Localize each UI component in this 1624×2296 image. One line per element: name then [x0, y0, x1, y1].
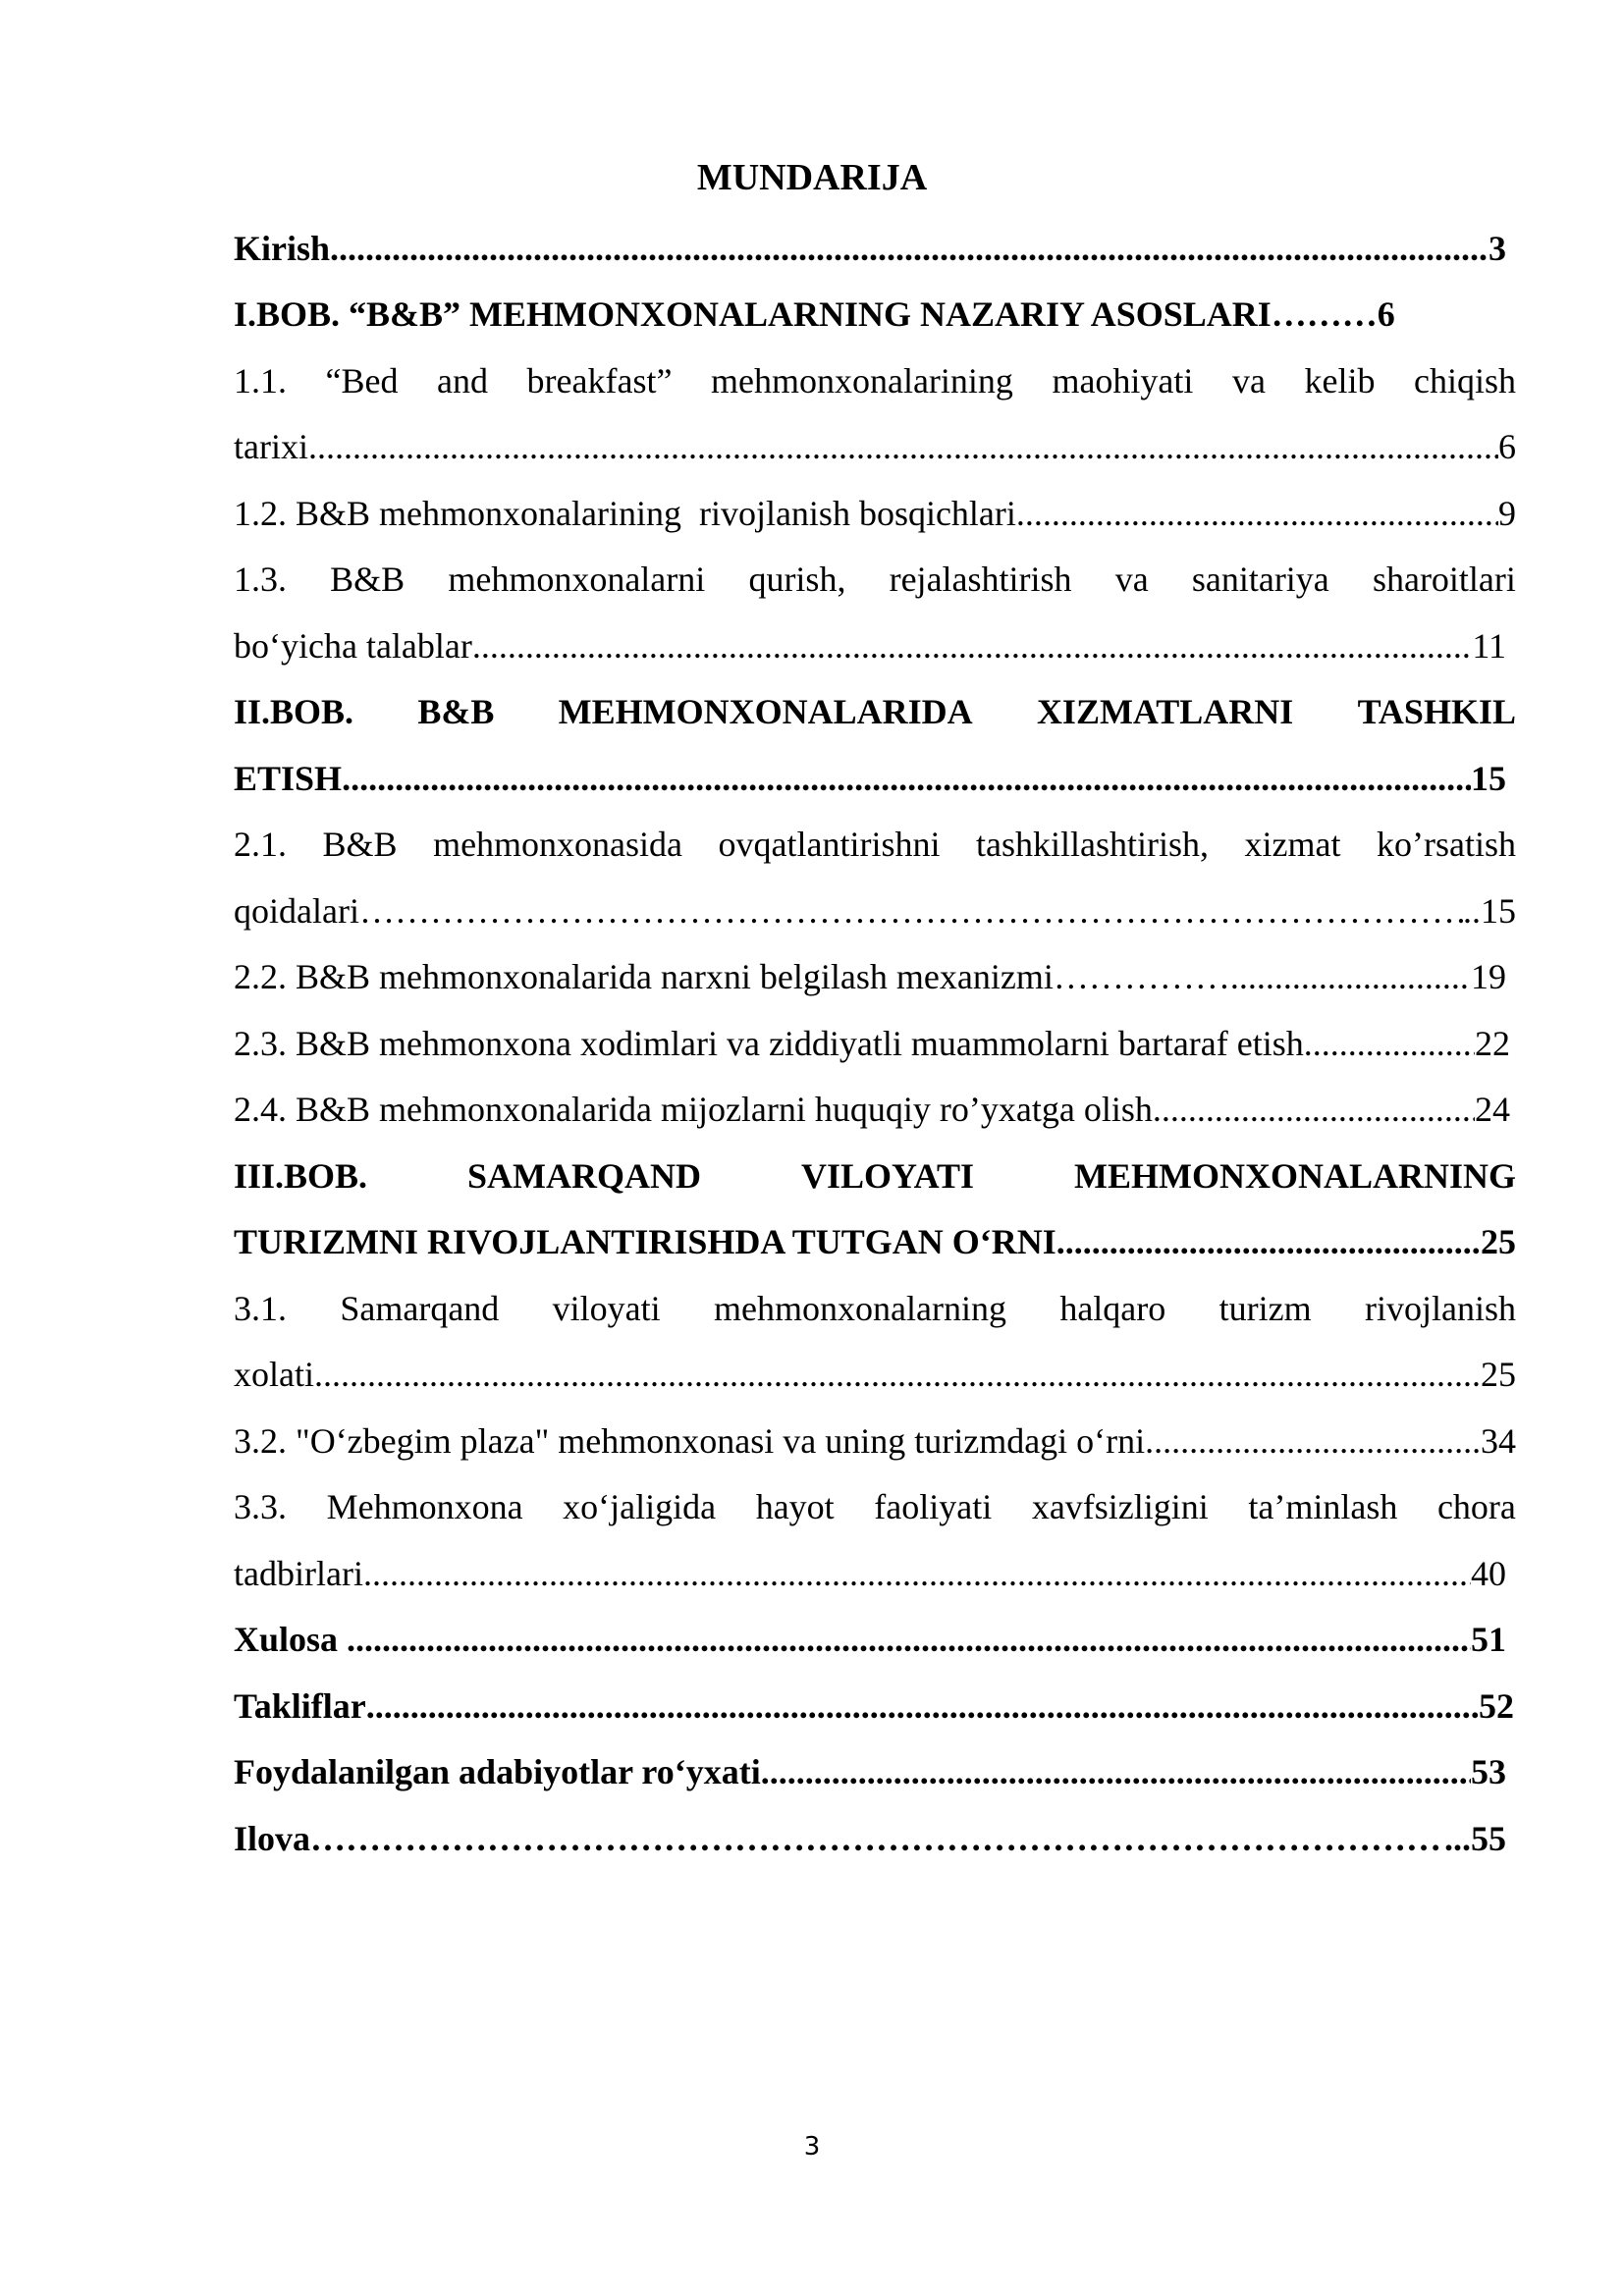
toc-word: turizm: [1218, 1288, 1312, 1328]
toc-word: chiqish: [1413, 360, 1516, 400]
toc-entry-text: tarixi: [234, 427, 308, 467]
dot-leader: [1056, 1221, 1481, 1262]
toc-word: viloyati: [552, 1288, 661, 1328]
toc-entry-text: 2.3. B&B mehmonxona xodimlari va ziddiyatli muammolarni bartaraf etish: [234, 1023, 1304, 1063]
toc-word: xavfsizligini: [1031, 1487, 1209, 1527]
toc-page-number: 24: [1475, 1090, 1510, 1130]
toc-word: hayot: [755, 1487, 835, 1527]
toc-word: 1.1.: [234, 360, 287, 400]
toc-entry-bob2: [234, 679, 1516, 746]
toc-word: xo‘jaligida: [563, 1487, 717, 1527]
dot-leader: [1145, 1420, 1481, 1462]
toc-word: sanitariya: [1191, 560, 1329, 600]
toc-word: ovqatlantirishni: [718, 825, 941, 865]
toc-entry-text: bo‘yicha talablar: [234, 625, 472, 666]
dot-leader: [1230, 956, 1471, 997]
dot-leader: [310, 1818, 1444, 1859]
toc-entry-2-1-cont: [234, 878, 1516, 944]
toc-entry-xulosa: [234, 1607, 1506, 1674]
toc-word: sharoitlari: [1372, 560, 1516, 600]
toc-entry-2-1: [234, 812, 1516, 879]
toc-entry-3-1-cont: [234, 1342, 1516, 1409]
toc-word: SAMARQAND: [467, 1155, 702, 1196]
dot-leader: [308, 426, 1498, 467]
dot-leader: [314, 1354, 1481, 1395]
toc-page-number: 15: [1471, 758, 1506, 798]
toc-entry-bob1: [234, 282, 1516, 348]
toc-word: ko’rsatish: [1377, 825, 1516, 865]
page-number: 3: [803, 2132, 821, 2162]
toc-word: ta’minlash: [1248, 1487, 1398, 1527]
page-title: MUNDARIJA: [696, 157, 928, 198]
toc-entry-text: ETISH: [234, 758, 343, 798]
toc-entry-text: qoidalari: [234, 890, 359, 931]
toc-page-number: 53: [1471, 1752, 1506, 1792]
dot-leader: [1304, 1023, 1475, 1064]
toc-word: mehmonxonalarning: [714, 1288, 1006, 1328]
toc-word: 1.3.: [234, 560, 287, 600]
toc-page-number: 19: [1471, 957, 1506, 997]
toc-word: MEHMONXONALARNING: [1073, 1155, 1516, 1196]
toc-word: Samarqand: [340, 1288, 500, 1328]
toc-entry-text: xolati: [234, 1355, 314, 1395]
toc-page-number: 22: [1475, 1023, 1510, 1063]
toc-word: va: [1114, 560, 1149, 600]
dot-leader: [472, 625, 1472, 667]
toc-entry-text: 2.2. B&B mehmonxonalarida narxni belgilash mexanizmi……………: [234, 957, 1230, 997]
toc-entry-text: 1.2. B&B mehmonxonalarining rivojlanish bosqichlari: [234, 493, 1016, 533]
toc-word: chora: [1436, 1487, 1516, 1527]
toc-word: rejalashtirish: [889, 560, 1072, 600]
toc-word: B&B: [330, 560, 406, 600]
toc-entry-text: Kirish: [234, 228, 331, 268]
toc-entry-text: Ilova: [234, 1818, 311, 1858]
toc-word: mehmonxonasida: [433, 825, 683, 865]
toc-word: and: [437, 360, 489, 400]
toc-entry-text: 2.4. B&B mehmonxonalarida mijozlarni huquqiy ro’yxatga olish: [234, 1090, 1153, 1130]
toc-word: 2.1.: [234, 825, 287, 865]
toc-page-number: ..15: [1463, 890, 1516, 931]
toc-entry-ilova: [234, 1805, 1506, 1872]
toc-page-number: 52: [1479, 1685, 1514, 1726]
toc-word: va: [1231, 360, 1266, 400]
toc-entry-3-2: [234, 1408, 1516, 1474]
toc-page-number: 11: [1472, 625, 1506, 666]
dot-leader: [342, 758, 1471, 799]
toc-entry-1-1: [234, 347, 1516, 414]
toc-entry-text: TURIZMNI RIVOJLANTIRISHDA TUTGAN O‘RNI: [234, 1222, 1056, 1262]
toc-entry-2-4: [234, 1077, 1510, 1144]
toc-word: rivojlanish: [1364, 1288, 1516, 1328]
toc-entry-text: I.BOB. “B&B” MEHMONXONALARNING NAZARIY ASOSLARI………: [234, 294, 1378, 335]
toc-entry-2-3: [234, 1010, 1510, 1077]
toc-word: mehmonxonalarining: [710, 360, 1013, 400]
toc-entry-bob3: [234, 1143, 1516, 1209]
toc-entry-1-1-cont: [234, 414, 1516, 481]
toc-word: B&B: [322, 825, 398, 865]
toc-word: TASHKIL: [1357, 692, 1516, 732]
dot-leader: [1016, 493, 1498, 534]
toc-entry-3-3: [234, 1474, 1516, 1541]
toc-entry-3-3-cont: [234, 1540, 1506, 1607]
toc-entry-3-1: [234, 1275, 1516, 1342]
toc-word: mehmonxonalarni: [448, 560, 706, 600]
toc-entry-kirish: [234, 215, 1506, 282]
toc-page-number: 25: [1481, 1222, 1516, 1262]
dot-leader: [761, 1751, 1471, 1792]
toc-page-number: 3: [1489, 228, 1506, 268]
toc-word: XIZMATLARNI: [1036, 692, 1294, 732]
dot-leader: [330, 228, 1489, 269]
toc-word: “Bed: [325, 360, 399, 400]
dot-leader: [363, 1553, 1471, 1594]
toc-word: maohiyati: [1052, 360, 1194, 400]
toc-word: 3.3.: [234, 1487, 287, 1527]
toc-page-number: 9: [1498, 493, 1516, 533]
toc-page-number: 40: [1471, 1553, 1506, 1593]
toc-word: MEHMONXONALARIDA: [558, 692, 973, 732]
toc-word: faoliyati: [874, 1487, 993, 1527]
toc-entry-adabiyotlar: [234, 1739, 1506, 1806]
toc-entry-1-3-cont: [234, 613, 1506, 679]
table-of-contents: [234, 215, 1516, 1872]
toc-word: xizmat: [1244, 825, 1341, 865]
toc-word: VILOYATI: [800, 1155, 975, 1196]
toc-entry-text: tadbirlari: [234, 1553, 363, 1593]
toc-entry-text: Xulosa: [234, 1620, 348, 1660]
toc-entry-1-2: [234, 480, 1516, 547]
dot-leader: [359, 890, 1463, 932]
toc-word: kelib: [1304, 360, 1376, 400]
toc-word: tashkillashtirish,: [976, 825, 1210, 865]
toc-entry-1-3: [234, 547, 1516, 614]
toc-entry-bob2-cont: [234, 745, 1506, 812]
toc-page-number: 6: [1377, 294, 1395, 335]
toc-word: halqaro: [1059, 1288, 1166, 1328]
toc-word: 3.1.: [234, 1288, 287, 1328]
toc-word: breakfast”: [526, 360, 673, 400]
toc-word: Mehmonxona: [326, 1487, 523, 1527]
dot-leader: [1153, 1089, 1475, 1130]
toc-word: II.BOB.: [234, 692, 354, 732]
dot-leader: [347, 1619, 1471, 1660]
toc-entry-text: Takliflar: [234, 1685, 366, 1726]
dot-leader: [366, 1685, 1479, 1727]
toc-entry-2-2: [234, 944, 1506, 1011]
toc-page-number: ...55: [1444, 1818, 1506, 1858]
toc-entry-takliflar: [234, 1673, 1514, 1739]
toc-word: B&B: [417, 692, 495, 732]
toc-page-number: 25: [1481, 1355, 1516, 1395]
toc-page-number: 51: [1471, 1620, 1506, 1660]
toc-entry-bob3-cont: [234, 1209, 1516, 1276]
toc-entry-text: 3.2. "O‘zbegim plaza" mehmonxonasi va uning turizmdagi o‘rni: [234, 1420, 1146, 1461]
toc-page-number: 34: [1481, 1420, 1516, 1461]
toc-page-number: 6: [1498, 427, 1516, 467]
toc-word: qurish,: [748, 560, 846, 600]
toc-word: III.BOB.: [234, 1155, 368, 1196]
toc-entry-text: Foydalanilgan adabiyotlar ro‘yxati: [234, 1752, 761, 1792]
